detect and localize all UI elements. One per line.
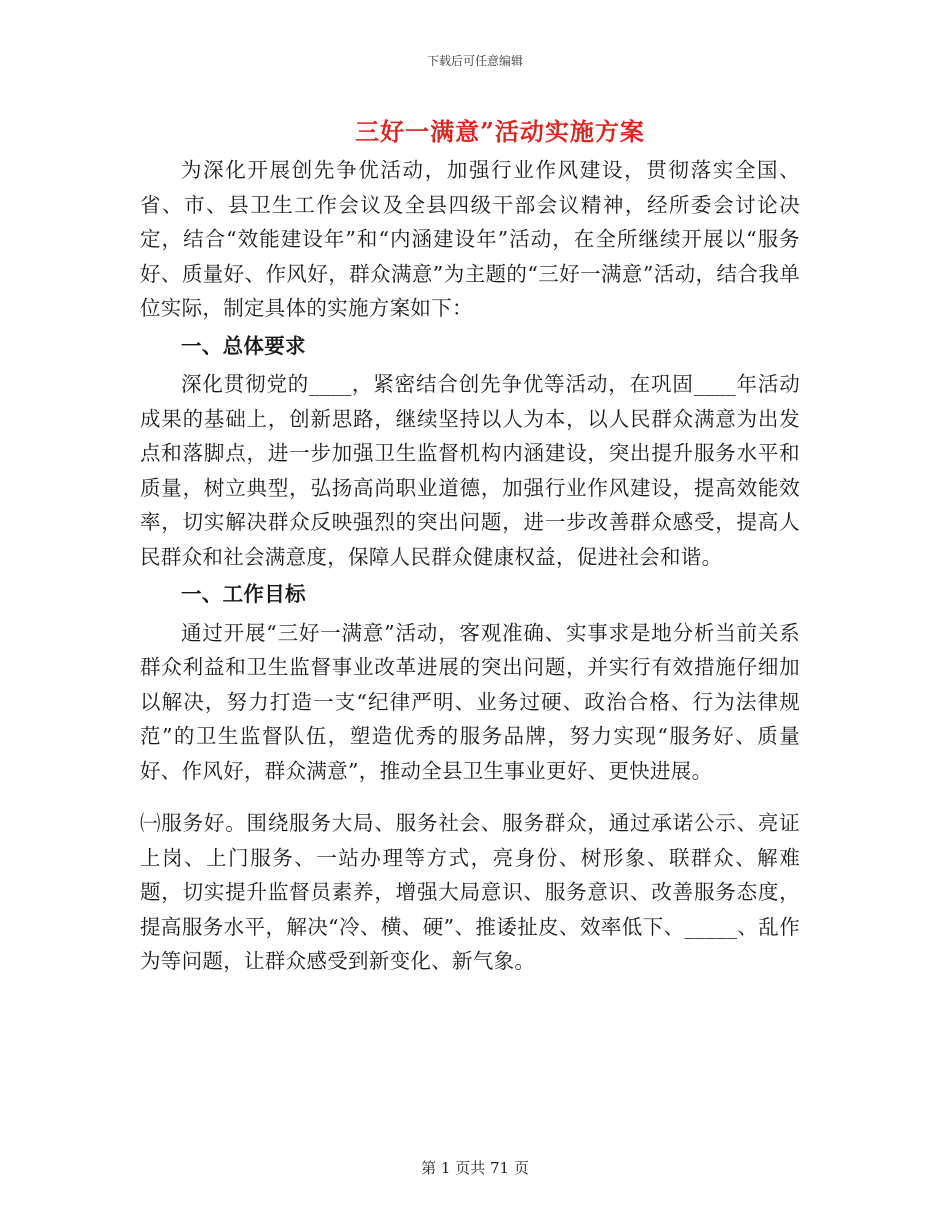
document-title: 三好一满意”活动实施方案	[355, 117, 645, 146]
page-number-footer: 第 1 页共 71 页	[421, 1159, 529, 1177]
document-body	[140, 153, 800, 979]
header-note: 下载后可任意编辑	[426, 54, 523, 68]
intro-paragraph: 为深化开展创先争优活动，加强行业作风建设，贯彻落实全国、省、市、县卫生工作会议及全县四级干部会议精神，经所委会讨论决定，结合“效能建设年”和“内涵建设年”活动，在全所继续开展以“服务好、质量好、作风好，群众满意”为主题的“三好一满意”活动，结合我单位实际，制定具体的实施方案如下：	[140, 158, 800, 320]
section-heading-general-requirements: 一、总体要求	[181, 333, 306, 358]
general-requirements-paragraph: 深化贯彻党的____，紧密结合创先争优等活动，在巩固____年活动成果的基础上，创新思路，继续坚持以人为本，以人民群众满意为出发点和落脚点，进一步加强卫生监督机构内涵建设，突出提升服务水平和质量，树立典型，弘扬高尚职业道德，加强行业作风建设，提高效能效率，切实解决群众反映强烈的突出问题，进一步改善群众感受，提高人民群众和社会满意度，保障人民群众健康权益，促进社会和谐。	[140, 372, 800, 569]
service-good-paragraph: ㈠服务好。围绕服务大局、服务社会、服务群众，通过承诺公示、亮证上岗、上门服务、一站办理等方式，亮身份、树形象、联群众、解难题，切实提升监督员素养，增强大局意识、服务意识、改善服务态度，提高服务水平，解决“冷、横、硬”、推诿扯皮、效率低下、_____、乱作为等问题，让群众感受到新变化、新气象。	[140, 811, 800, 973]
work-goals-paragraph: 通过开展“三好一满意”活动，客观准确、实事求是地分析当前关系群众利益和卫生监督事业改革进展的突出问题，并实行有效措施仔细加以解决，努力打造一支“纪律严明、业务过硬、政治合格、行为法律规范”的卫生监督队伍，塑造优秀的服务品牌，努力实现“服务好、质量好、作风好，群众满意”，推动全县卫生事业更好、更快进展。	[140, 620, 800, 783]
section-heading-work-goals: 一、工作目标	[181, 582, 306, 606]
